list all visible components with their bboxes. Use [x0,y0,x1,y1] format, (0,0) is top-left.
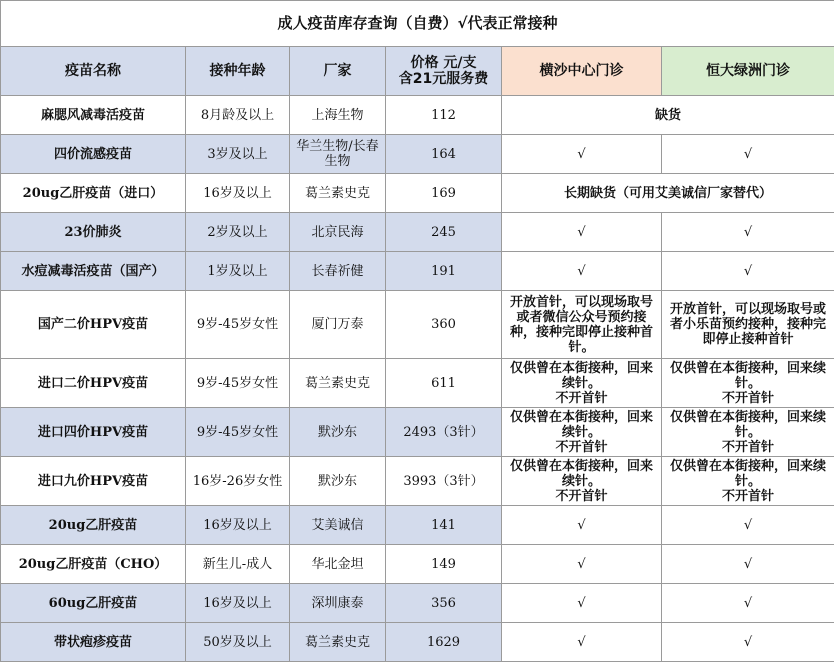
vaccine-name: 国产二价HPV疫苗 [1,291,186,359]
vaccine-maker: 葛兰素史克 [290,174,386,213]
vaccine-age: 1岁及以上 [186,252,290,291]
vaccine-name: 进口二价HPV疫苗 [1,359,186,408]
vaccine-age: 16岁及以上 [186,506,290,545]
vaccine-age: 16岁及以上 [186,584,290,623]
vaccine-age: 新生儿-成人 [186,545,290,584]
vaccine-age: 9岁-45岁女性 [186,291,290,359]
vaccine-price: 149 [386,545,502,584]
vaccine-price: 360 [386,291,502,359]
vaccine-name: 进口四价HPV疫苗 [1,408,186,457]
vaccine-age: 16岁及以上 [186,174,290,213]
stock-check-hengda: √ [662,213,834,252]
vaccine-maker: 深圳康泰 [290,584,386,623]
vaccine-name: 水痘减毒活疫苗（国产） [1,252,186,291]
vaccine-name: 四价流感疫苗 [1,135,186,174]
stock-status-merged: 缺货 [502,96,834,135]
header-clinic-hengda: 恒大绿洲门诊 [662,47,834,96]
vaccine-age: 9岁-45岁女性 [186,359,290,408]
stock-note-hengsha: 仅供曾在本街接种，回来续针。 不开首针 [502,408,662,457]
header-age: 接种年龄 [186,47,290,96]
stock-check-hengsha: √ [502,135,662,174]
vaccine-maker: 长春祈健 [290,252,386,291]
vaccine-maker: 华兰生物/长春生物 [290,135,386,174]
vaccine-age: 8月龄及以上 [186,96,290,135]
vaccine-age: 3岁及以上 [186,135,290,174]
stock-check-hengsha: √ [502,623,662,662]
vaccine-maker: 默沙东 [290,408,386,457]
stock-check-hengsha: √ [502,252,662,291]
vaccine-age: 16岁-26岁女性 [186,457,290,506]
stock-check-hengda: √ [662,506,834,545]
page-title: 成人疫苗库存查询（自费）√代表正常接种 [1,1,834,47]
vaccine-name: 23价肺炎 [1,213,186,252]
stock-status-merged: 长期缺货（可用艾美诚信厂家替代） [502,174,834,213]
stock-check-hengsha: √ [502,584,662,623]
stock-check-hengda: √ [662,252,834,291]
vaccine-age: 50岁及以上 [186,623,290,662]
stock-check-hengsha: √ [502,545,662,584]
stock-note-hengsha: 仅供曾在本街接种，回来续针。 不开首针 [502,359,662,408]
vaccine-price: 169 [386,174,502,213]
vaccine-maker: 葛兰素史克 [290,359,386,408]
stock-check-hengda: √ [662,623,834,662]
stock-note-hengda: 仅供曾在本街接种，回来续针。 不开首针 [662,457,834,506]
header-clinic-hengsha: 横沙中心门诊 [502,47,662,96]
vaccine-name: 20ug乙肝疫苗 [1,506,186,545]
vaccine-name: 20ug乙肝疫苗（CHO） [1,545,186,584]
vaccine-maker: 厦门万泰 [290,291,386,359]
stock-check-hengda: √ [662,545,834,584]
stock-note-hengda: 仅供曾在本街接种，回来续针。 不开首针 [662,359,834,408]
vaccine-price: 141 [386,506,502,545]
stock-note-hengda: 仅供曾在本街接种，回来续针。 不开首针 [662,408,834,457]
header-maker: 厂家 [290,47,386,96]
vaccine-maker: 华北金坦 [290,545,386,584]
vaccine-maker: 艾美诚信 [290,506,386,545]
vaccine-name: 进口九价HPV疫苗 [1,457,186,506]
header-price: 价格 元/支 含21元服务费 [386,47,502,96]
vaccine-price: 356 [386,584,502,623]
vaccine-price: 164 [386,135,502,174]
stock-check-hengda: √ [662,584,834,623]
vaccine-price: 3993（3针） [386,457,502,506]
vaccine-name: 20ug乙肝疫苗（进口） [1,174,186,213]
vaccine-price: 611 [386,359,502,408]
vaccine-price: 2493（3针） [386,408,502,457]
stock-note-hengda: 开放首针，可以现场取号或者小乐苗预约接种，接种完即停止接种首针 [662,291,834,359]
vaccine-price: 245 [386,213,502,252]
vaccine-age: 9岁-45岁女性 [186,408,290,457]
stock-note-hengsha: 仅供曾在本街接种，回来续针。 不开首针 [502,457,662,506]
vaccine-price: 112 [386,96,502,135]
vaccine-maker: 北京民海 [290,213,386,252]
vaccine-maker: 默沙东 [290,457,386,506]
header-vaccine-name: 疫苗名称 [1,47,186,96]
vaccine-name: 麻腮风减毒活疫苗 [1,96,186,135]
stock-check-hengsha: √ [502,506,662,545]
vaccine-age: 2岁及以上 [186,213,290,252]
vaccine-name: 60ug乙肝疫苗 [1,584,186,623]
vaccine-price: 191 [386,252,502,291]
stock-check-hengda: √ [662,135,834,174]
vaccine-maker: 葛兰素史克 [290,623,386,662]
vaccine-maker: 上海生物 [290,96,386,135]
stock-note-hengsha: 开放首针，可以现场取号或者微信公众号预约接种，接种完即停止接种首针。 [502,291,662,359]
stock-check-hengsha: √ [502,213,662,252]
vaccine-price: 1629 [386,623,502,662]
vaccine-name: 带状疱疹疫苗 [1,623,186,662]
